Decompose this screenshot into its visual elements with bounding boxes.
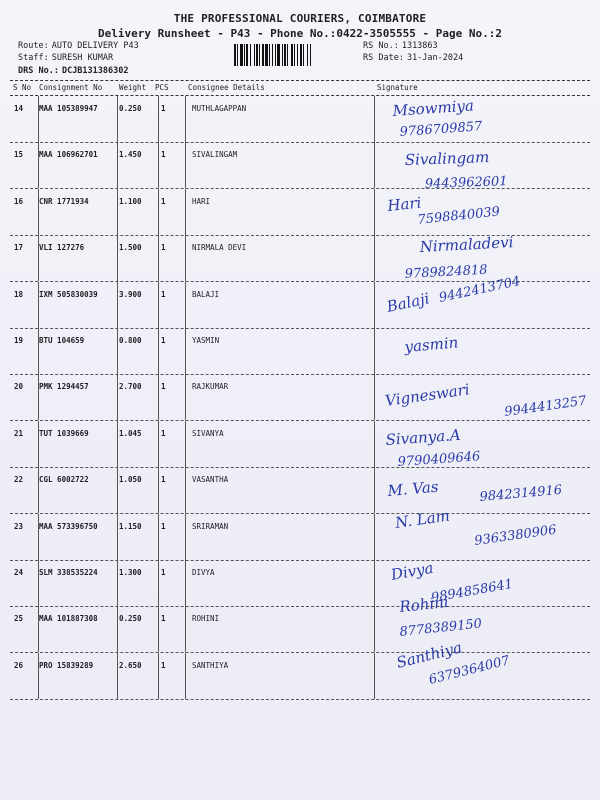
cell-sno: 26 [14, 660, 24, 670]
column-divider [158, 96, 159, 142]
cell-pcs: 1 [161, 243, 166, 253]
cell-sno: 15 [14, 150, 24, 160]
column-divider [158, 374, 159, 420]
cell-pcs: 1 [161, 150, 166, 160]
cell-consignee: RAJKUMAR [192, 382, 229, 392]
signature-phone: 8778389150 [398, 616, 483, 640]
signature-name: Vigneswari [384, 380, 471, 410]
column-divider [38, 374, 39, 420]
column-divider [117, 374, 118, 420]
cell-weight: 1.050 [119, 475, 142, 485]
column-divider [374, 96, 375, 142]
staff-line [18, 53, 113, 63]
cell-consignee: VASANTHA [192, 475, 229, 485]
signature-name: Balaji [385, 289, 432, 316]
table-row [10, 142, 590, 189]
column-divider [38, 235, 39, 281]
drs-value: DCJB131386302 [61, 66, 129, 76]
cell-consignment-no: VLI 127276 [39, 243, 85, 253]
table-row [10, 374, 590, 421]
table-row [10, 96, 590, 143]
cell-weight: 2.650 [119, 660, 142, 670]
column-divider [158, 235, 159, 281]
staff-label: Staff: [18, 53, 49, 63]
cell-sno: 20 [14, 382, 24, 392]
column-divider [38, 653, 39, 699]
column-divider [158, 467, 159, 513]
cell-sno: 16 [14, 196, 24, 206]
signature-phone: 9944413257 [503, 393, 588, 420]
rs-date-value: 31-Jan-2024 [406, 53, 464, 63]
rs-no-line [363, 41, 438, 51]
cell-sno: 21 [14, 428, 24, 438]
cell-consignment-no: CGL 6002722 [39, 475, 89, 485]
signature-name: N. Lam [394, 506, 451, 532]
table-row [10, 189, 590, 236]
column-divider [158, 421, 159, 467]
column-divider [38, 189, 39, 235]
column-divider [374, 606, 375, 652]
cell-sno: 22 [14, 475, 24, 485]
column-divider [117, 514, 118, 560]
column-divider [185, 606, 186, 652]
column-divider [158, 189, 159, 235]
column-divider [185, 374, 186, 420]
signature-name: Santhiya [394, 638, 464, 672]
company-title: THE PROFESSIONAL COURIERS, COIMBATORE [173, 12, 427, 25]
cell-consignment-no: MAA 101887308 [39, 614, 98, 624]
column-divider [185, 328, 186, 374]
column-divider [117, 421, 118, 467]
column-divider [374, 514, 375, 560]
cell-pcs: 1 [161, 660, 166, 670]
cell-weight: 3.900 [119, 289, 142, 299]
col-header-sno: S No [13, 83, 32, 92]
column-divider [374, 653, 375, 699]
signature-phone: 9789824818 [404, 262, 488, 282]
column-divider [38, 606, 39, 652]
table-row [10, 560, 590, 607]
signature-name: M. Vas [386, 477, 440, 500]
column-divider [38, 514, 39, 560]
column-divider [117, 606, 118, 652]
signature-name: Msowmiya [392, 96, 475, 120]
cell-weight: 1.045 [119, 428, 142, 438]
runsheet-subtitle: Delivery Runsheet - P43 - Phone No.:0422-3505555 - Page No.:2 [98, 27, 502, 40]
cell-weight: 1.300 [119, 568, 142, 577]
col-header-signature: Signature [377, 83, 418, 92]
column-divider [185, 282, 186, 328]
cell-consignee: MUTHLAGAPPAN [192, 104, 247, 113]
column-divider [117, 282, 118, 328]
cell-weight: 1.450 [119, 150, 142, 160]
staff-value: SURESH KUMAR [51, 53, 114, 63]
cell-consignee: YASMIN [192, 336, 220, 345]
drs-line [18, 66, 128, 76]
signature-phone: 9442413704 [437, 274, 522, 306]
column-divider [158, 328, 159, 374]
cell-weight: 0.800 [119, 336, 142, 345]
route-value: AUTO DELIVERY P43 [51, 41, 139, 51]
signature-phone: 9894858641 [430, 576, 515, 606]
cell-consignee: BALAJI [192, 289, 220, 299]
column-divider [185, 653, 186, 699]
column-divider [158, 282, 159, 328]
col-header-details: Consignee Details [188, 83, 265, 92]
cell-consignment-no: IXM 505830039 [39, 289, 98, 299]
signature-phone: 9790409646 [397, 449, 481, 470]
table-row [10, 467, 590, 514]
column-divider [158, 560, 159, 606]
cell-pcs: 1 [161, 614, 166, 624]
column-divider [374, 142, 375, 188]
column-divider [374, 189, 375, 235]
signature-phone: 9786709857 [399, 119, 483, 140]
column-divider [38, 560, 39, 606]
cell-consignment-no: PRO 15839289 [39, 660, 94, 670]
column-divider [38, 96, 39, 142]
signature-phone: 9443962601 [424, 174, 508, 192]
column-divider [185, 514, 186, 560]
cell-consignment-no: PMK 1294457 [39, 382, 89, 392]
cell-pcs: 1 [161, 428, 166, 438]
rs-date-line [363, 53, 463, 63]
barcode-image [233, 44, 353, 66]
column-divider [185, 560, 186, 606]
cell-sno: 19 [14, 336, 24, 345]
column-divider [185, 467, 186, 513]
cell-consignee: SIVALINGAM [192, 150, 238, 160]
cell-consignee: SRIRAMAN [192, 521, 229, 531]
cell-weight: 2.700 [119, 382, 142, 392]
column-divider [117, 142, 118, 188]
column-divider [374, 235, 375, 281]
table-row [10, 328, 590, 375]
column-divider [374, 282, 375, 328]
table-row [10, 514, 590, 561]
cell-consignment-no: CNR 1771934 [39, 196, 89, 206]
cell-weight: 0.250 [119, 614, 142, 624]
col-header-consignment: Consignment No [39, 83, 103, 92]
column-divider [117, 560, 118, 606]
cell-pcs: 1 [161, 196, 166, 206]
column-divider [117, 328, 118, 374]
route-line [18, 41, 139, 51]
table-row [10, 606, 590, 653]
cell-consignee: NIRMALA DEVI [192, 243, 247, 253]
column-divider [117, 467, 118, 513]
rs-date-label: RS Date: [363, 53, 404, 63]
column-divider [374, 421, 375, 467]
cell-sno: 14 [14, 104, 24, 113]
column-divider [117, 96, 118, 142]
rs-no-value: 1313863 [401, 41, 438, 51]
signature-name: Nirmaladevi [419, 233, 514, 256]
cell-pcs: 1 [161, 382, 166, 392]
column-divider [38, 328, 39, 374]
column-divider [117, 653, 118, 699]
column-divider [158, 606, 159, 652]
signature-name: Sivanya.A [385, 425, 462, 449]
cell-pcs: 1 [161, 289, 166, 299]
column-divider [38, 282, 39, 328]
column-divider [185, 189, 186, 235]
column-divider [158, 142, 159, 188]
cell-sno: 23 [14, 521, 24, 531]
drs-label: DRS No.: [18, 66, 59, 76]
col-header-pcs: PCS [155, 83, 169, 92]
signature-phone: 6379364007 [427, 653, 512, 688]
col-header-weight: Weight [119, 83, 147, 92]
cell-sno: 24 [14, 568, 24, 577]
rs-no-label: RS No.: [363, 41, 399, 51]
cell-consignment-no: BTU 104659 [39, 336, 85, 345]
cell-sno: 18 [14, 289, 24, 299]
column-divider [158, 514, 159, 560]
cell-consignment-no: MAA 573396750 [39, 521, 98, 531]
column-divider [38, 142, 39, 188]
cell-weight: 1.100 [119, 196, 142, 206]
route-label: Route: [18, 41, 49, 51]
column-divider [374, 560, 375, 606]
signature-phone: 9842314916 [479, 482, 563, 505]
table-row [10, 421, 590, 468]
cell-consignee: SIVANYA [192, 428, 224, 438]
column-divider [185, 142, 186, 188]
cell-weight: 1.500 [119, 243, 142, 253]
cell-weight: 0.250 [119, 104, 142, 113]
column-divider [185, 235, 186, 281]
cell-weight: 1.150 [119, 521, 142, 531]
cell-pcs: 1 [161, 336, 166, 345]
cell-pcs: 1 [161, 104, 166, 113]
cell-consignee: SANTHIYA [192, 660, 229, 670]
table-row [10, 235, 590, 282]
cell-consignment-no: MAA 105389947 [39, 104, 98, 113]
cell-consignee: DIVYA [192, 568, 215, 577]
cell-consignment-no: TUT 1039669 [39, 428, 89, 438]
cell-consignee: HARI [192, 196, 211, 206]
signature-name: Rohini [398, 592, 450, 616]
table-row [10, 282, 590, 329]
column-divider [185, 421, 186, 467]
signature-phone: 9363380906 [473, 522, 558, 549]
column-divider [117, 235, 118, 281]
signature-phone: 7598840039 [416, 204, 501, 228]
cell-pcs: 1 [161, 521, 166, 531]
cell-pcs: 1 [161, 475, 166, 485]
cell-sno: 17 [14, 243, 24, 253]
header-top-rule [10, 80, 590, 81]
column-divider [158, 653, 159, 699]
column-divider [38, 421, 39, 467]
column-divider [374, 374, 375, 420]
column-divider [374, 328, 375, 374]
signature-name: Sivalingam [404, 148, 490, 169]
cell-sno: 25 [14, 614, 24, 624]
cell-pcs: 1 [161, 568, 166, 577]
signature-name: Divya [389, 558, 435, 584]
column-divider [117, 189, 118, 235]
column-divider [374, 467, 375, 513]
cell-consignment-no: SLM 338535224 [39, 568, 98, 577]
cell-consignee: ROHINI [192, 614, 220, 624]
signature-name: yasmin [403, 333, 459, 356]
signature-name: Hari [386, 193, 423, 215]
table-row [10, 653, 590, 700]
cell-consignment-no: MAA 106962701 [39, 150, 98, 160]
column-divider [38, 467, 39, 513]
column-divider [185, 96, 186, 142]
